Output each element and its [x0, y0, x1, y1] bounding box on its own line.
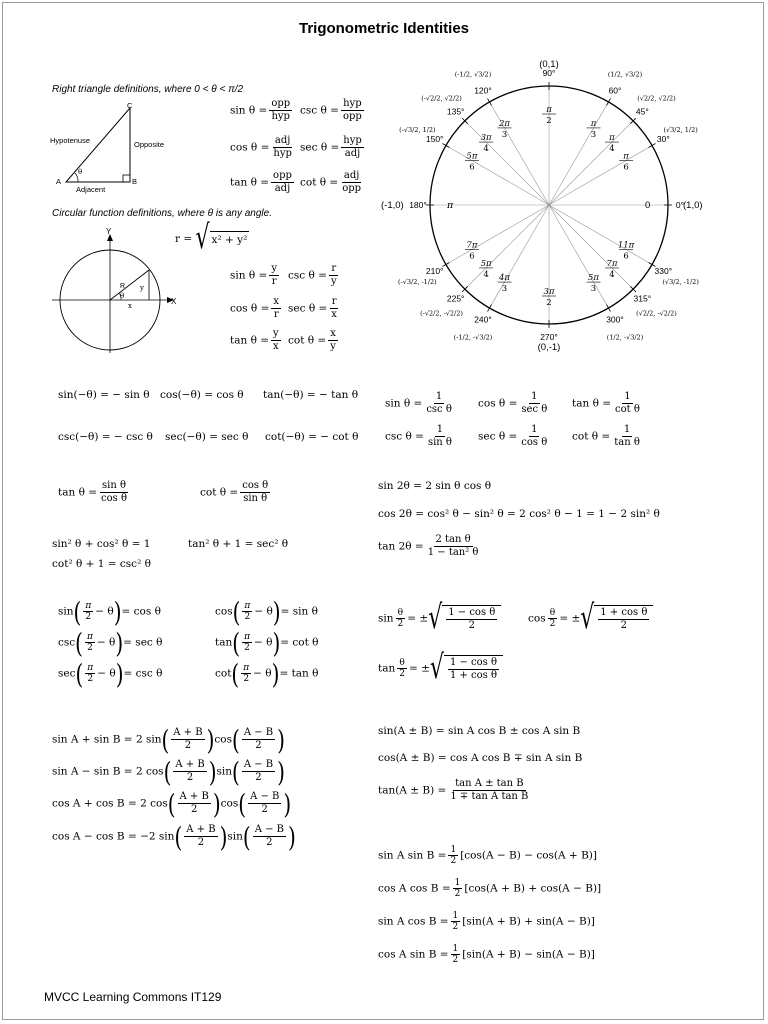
degree-label-180: 180°	[409, 200, 427, 210]
vertex-a-label: A	[56, 177, 62, 186]
radian-num-240: 4π	[499, 273, 510, 284]
spoke-240	[490, 205, 550, 308]
footer-text: MVCC Learning Commons IT129	[44, 990, 222, 1004]
neg-sin: sin(−θ) = − sin θ	[58, 389, 150, 401]
half-cos: cos $\frac{\theta}{2}$ = ± √ $\frac{\text{1 + cos θ}}{2}$	[528, 605, 653, 632]
spoke-330	[549, 205, 652, 265]
radian-num-315: 7π	[606, 258, 618, 269]
hypotenuse-label: Hypotenuse	[50, 136, 91, 145]
degree-label-210: 210°	[425, 266, 444, 276]
adjacent-label: Adjacent	[76, 185, 106, 194]
tick-120	[488, 98, 492, 105]
quot-tan: tan θ = $\frac{\text{sin θ}}{\text{cos θ}}$	[58, 480, 127, 504]
coord-label-135: (-√2/2, √2/2)	[421, 94, 462, 103]
sum-to-product-3: cos A + cos B = 2 cos( $\frac{A + B}{2}$ )cos( $\frac{A - B}{2}$ )	[52, 787, 292, 820]
r-equation: r = √ x² + y²	[175, 219, 248, 257]
def-cos-adj: cos θ = $\frac{\text{adj}}{\text{hyp}}$	[230, 135, 292, 159]
coord-label-60: (1/2, √3/2)	[607, 70, 643, 79]
theta-label: θ	[120, 292, 125, 300]
right-triangle-diagram	[48, 100, 178, 195]
spoke-30	[549, 146, 652, 206]
radian-den-300: 3	[590, 284, 597, 295]
half-tan: tan $\frac{\theta}{2}$ = ± √ $\frac{\text{1 − cos θ}}{\text{1 + cos θ}}$	[378, 655, 503, 682]
degree-label-300: 300°	[606, 314, 624, 325]
degree-label-270: 270°	[540, 332, 558, 342]
radian-den-330: 6	[623, 251, 629, 262]
tick-240	[488, 305, 492, 312]
sum-to-product-1: sin A + sin B = 2 sin( $\frac{A + B}{2}$ )cos( $\frac{A - B}{2}$ )	[52, 723, 285, 756]
radian-num-45: π	[609, 133, 615, 144]
degree-label-240: 240°	[474, 314, 492, 325]
radian-den-30: 6	[623, 162, 629, 173]
product-to-sum-3: sin A cos B = $\frac{1}{2}$ [sin(A + B) + sin(A − B)]	[378, 911, 595, 932]
coord-label-210: (-√3/2, -1/2)	[398, 278, 437, 286]
vertex-c-label: C	[127, 101, 133, 110]
point-left-label: (-1,0)	[381, 200, 404, 211]
def-csc-hyp: csc θ = $\frac{\text{hyp}}{\text{opp}}$	[300, 98, 362, 122]
half-sin: sin $\frac{\theta}{2}$ = ± √ $\frac{\text{1 − cos θ}}{2}$	[378, 605, 501, 632]
radian-num-30: π	[623, 151, 629, 162]
def-sec-hyp: sec θ = $\frac{\text{hyp}}{\text{adj}}$	[300, 135, 362, 159]
coord-label-45: (√2/2, √2/2)	[637, 94, 676, 103]
sum-to-product-4: cos A − cos B = −2 sin( $\frac{A + B}{2}$ )sin( $\frac{A - B}{2}$ )	[52, 820, 296, 853]
radian-den-315: 4	[609, 269, 615, 280]
opposite-label: Opposite	[134, 140, 165, 149]
vertex-b-label: B	[132, 177, 138, 186]
radian-den-135: 4	[483, 144, 489, 155]
neg-csc: csc(−θ) = − csc θ	[58, 431, 153, 443]
double-sin: sin 2θ = 2 sin θ cos θ	[378, 480, 492, 492]
recip-sec: sec θ = $\frac{1}{\text{cos θ}}$	[478, 424, 548, 448]
radian-den-120: 3	[501, 129, 508, 140]
radian-num-135: 3π	[480, 133, 492, 144]
right-triangle-heading: Right triangle definitions, where 0 < θ < π/2	[52, 84, 244, 95]
def-sin-opp: sin θ = $\frac{\text{opp}}{\text{hyp}}$	[230, 98, 291, 122]
cofunc-sin: sin( $\frac{\pi}{2}$ − θ)= cos θ	[58, 595, 161, 628]
point-right-label: (1,0)	[683, 200, 703, 211]
r-label: R	[120, 283, 126, 290]
cofunc-csc: csc( $\frac{\pi}{2}$ − θ)= sec θ	[58, 626, 163, 659]
tick-30	[649, 144, 656, 148]
theta-label: θ	[78, 168, 83, 176]
radian-den-150: 6	[469, 162, 475, 173]
cofunc-cot: cot( $\frac{\pi}{2}$ − θ)= tan θ	[215, 657, 319, 690]
angle-sum-cos: cos(A ± B) = cos A cos B ∓ sin A sin B	[378, 752, 583, 764]
product-to-sum-2: cos A cos B = $\frac{1}{2}$ [cos(A + B) + cos(A − B)]	[378, 878, 602, 899]
radian-num-210: 7π	[466, 240, 478, 251]
page-title: Trigonometric Identities	[298, 20, 470, 37]
degree-label-0: 0°	[675, 200, 685, 210]
circ-sec: sec θ = $\frac{r}{x}$	[288, 296, 337, 320]
angle-sum-tan: tan(A ± B) = $\frac{\text{tan A ± tan B}}{\text{1 ∓ tan A tan B}}$	[378, 778, 529, 802]
def-tan-opp: tan θ = $\frac{\text{opp}}{\text{adj}}$	[230, 170, 292, 194]
radian-num-60: π	[590, 118, 597, 129]
neg-tan: tan(−θ) = − tan θ	[263, 389, 359, 401]
tick-60	[607, 98, 611, 105]
point-bottom-label: (0,-1)	[537, 342, 561, 353]
circ-cot: cot θ = $\frac{x}{y}$	[288, 328, 336, 352]
spoke-60	[549, 102, 609, 205]
coord-label-240: (-1/2, -√3/2)	[453, 333, 493, 342]
pyth-1: sin² θ + cos² θ = 1	[52, 538, 151, 550]
quot-cot: cot θ = $\frac{\text{cos θ}}{\text{sin θ}}$	[200, 480, 269, 504]
radian-num-270: 3π	[543, 287, 555, 297]
recip-cos: cos θ = $\frac{1}{\text{sec θ}}$	[478, 391, 548, 415]
cofunc-tan: tan( $\frac{\pi}{2}$ − θ)= cot θ	[215, 626, 319, 659]
def-cot-adj: cot θ = $\frac{\text{adj}}{\text{opp}}$	[300, 170, 362, 194]
radian-num-225: 5π	[480, 258, 492, 269]
radian-den-45: 4	[609, 144, 615, 155]
degree-label-30: 30°	[656, 134, 670, 144]
point-top-label: (0,1)	[539, 59, 559, 70]
degree-label-330: 330°	[654, 266, 673, 276]
spoke-300	[549, 205, 609, 308]
degree-label-225: 225°	[446, 293, 465, 304]
cofunc-cos: cos( $\frac{\pi}{2}$ − θ)= sin θ	[215, 595, 318, 628]
product-to-sum-1: sin A sin B = $\frac{1}{2}$ [cos(A − B) − cos(A + B)]	[378, 845, 597, 866]
radian-num-150: 5π	[466, 151, 478, 162]
pyth-2: tan² θ + 1 = sec² θ	[188, 538, 289, 550]
sum-to-product-2: sin A − sin B = 2 cos( $\frac{A + B}{2}$ )sin( $\frac{A - B}{2}$ )	[52, 755, 285, 788]
radian-den-210: 6	[469, 251, 475, 262]
radian-num-90: π	[546, 105, 552, 115]
unit-circle-diagram	[375, 55, 715, 355]
coord-label-300: (1/2, -√3/2)	[606, 333, 644, 342]
coord-label-330: (√3/2, -1/2)	[662, 278, 699, 286]
spoke-210	[446, 205, 549, 265]
coord-label-225: (-√2/2, -√2/2)	[420, 309, 463, 318]
radian-zero-label: 0	[645, 200, 651, 211]
tick-150	[442, 144, 449, 148]
product-to-sum-4: cos A sin B = $\frac{1}{2}$ [sin(A + B) − sin(A − B)]	[378, 944, 595, 965]
neg-cos: cos(−θ) = cos θ	[160, 389, 244, 401]
recip-csc: csc θ = $\frac{1}{\text{sin θ}}$	[385, 424, 452, 448]
degree-label-90: 90°	[542, 68, 556, 78]
radian-den-90: 2	[546, 116, 552, 126]
circle-diagram	[50, 228, 185, 358]
degree-label-315: 315°	[633, 293, 652, 304]
spoke-120	[490, 102, 550, 205]
circ-cos: cos θ = $\frac{x}{r}$	[230, 296, 280, 320]
degree-label-60: 60°	[608, 85, 622, 96]
y-label: y	[140, 284, 144, 292]
radian-num-300: 5π	[588, 273, 599, 284]
angle-sum-sin: sin(A ± B) = sin A cos B ± cos A sin B	[378, 725, 581, 737]
circ-tan: tan θ = $\frac{y}{x}$	[230, 328, 279, 352]
radian-den-240: 3	[501, 284, 508, 295]
coord-label-120: (-1/2, √3/2)	[454, 70, 492, 79]
radian-pi-label: π	[447, 200, 454, 211]
recip-tan: tan θ = $\frac{1}{\text{cot θ}}$	[572, 391, 640, 415]
x-label: x	[128, 302, 132, 310]
degree-label-135: 135°	[446, 106, 465, 117]
tick-210	[442, 263, 449, 267]
radian-den-225: 4	[483, 269, 489, 280]
radian-num-330: 11π	[617, 240, 635, 251]
x-axis-label: X	[171, 297, 177, 306]
circ-csc: csc θ = $\frac{r}{y}$	[288, 263, 337, 287]
y-axis-label: Y	[106, 228, 112, 236]
degree-label-45: 45°	[635, 106, 649, 117]
coord-label-30: (√3/2, 1/2)	[663, 126, 698, 134]
recip-cot: cot θ = $\frac{1}{\text{tan θ}}$	[572, 424, 640, 448]
double-cos: cos 2θ = cos² θ − sin² θ = 2 cos² θ − 1 = 1 − 2 sin² θ	[378, 508, 660, 520]
cofunc-sec: sec( $\frac{\pi}{2}$ − θ)= csc θ	[58, 657, 163, 690]
neg-sec: sec(−θ) = sec θ	[165, 431, 249, 443]
degree-label-150: 150°	[425, 134, 444, 144]
coord-label-150: (-√3/2, 1/2)	[399, 126, 436, 134]
double-tan: tan 2θ = $\frac{\text{2 tan θ}}{\text{1 − tan² θ}}$	[378, 534, 479, 558]
radian-den-60: 3	[590, 129, 597, 140]
radian-num-120: 2π	[499, 118, 510, 129]
pyth-3: cot² θ + 1 = csc² θ	[52, 558, 151, 570]
tick-300	[607, 305, 611, 312]
coord-label-315: (√2/2, -√2/2)	[636, 309, 677, 318]
circular-heading: Circular function definitions, where θ is any angle.	[52, 208, 272, 219]
spoke-150	[446, 146, 549, 206]
neg-cot: cot(−θ) = − cot θ	[265, 431, 359, 443]
degree-label-120: 120°	[474, 85, 492, 96]
circ-sin: sin θ = $\frac{y}{r}$	[230, 263, 277, 287]
radian-den-270: 2	[546, 298, 552, 308]
recip-sin: sin θ = $\frac{1}{\text{csc θ}}$	[385, 391, 452, 415]
